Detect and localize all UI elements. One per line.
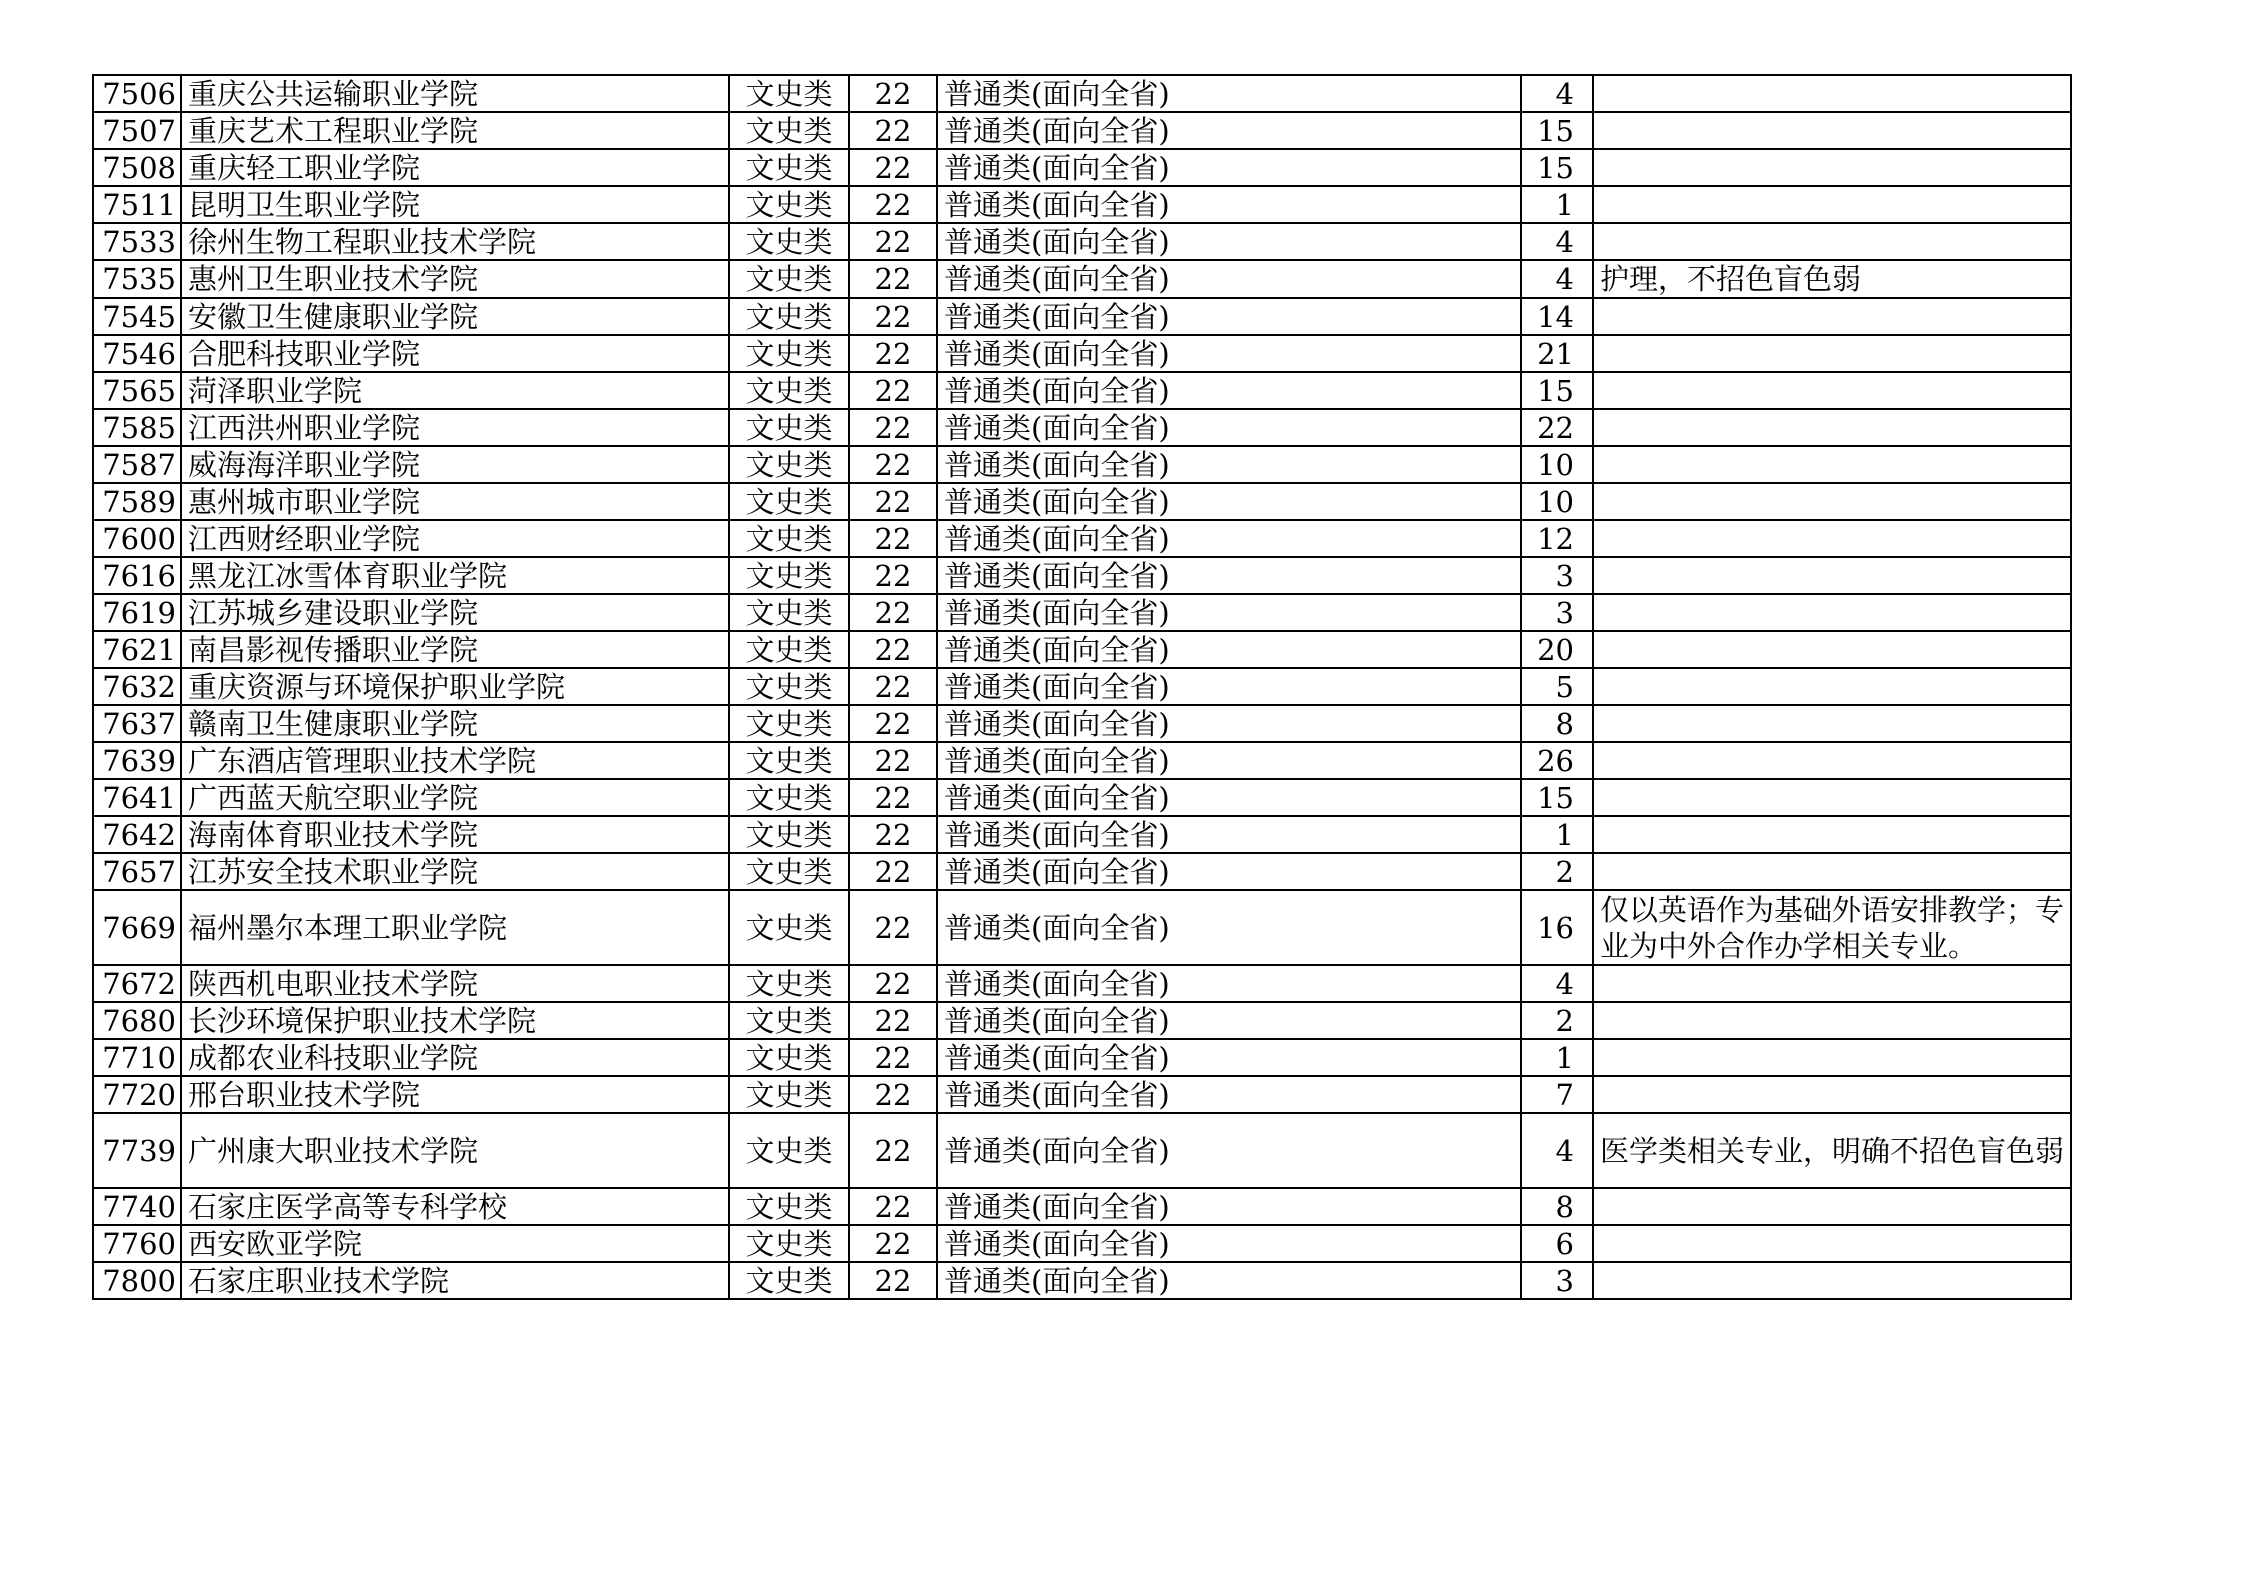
table-row (93, 1076, 2071, 1113)
school-name-cell: 江西财经职业学院 (181, 520, 729, 557)
school-code-cell: 7619 (93, 594, 181, 631)
subject-category-cell: 文史类 (729, 705, 849, 742)
table-row (93, 335, 2071, 372)
subject-category-cell: 文史类 (729, 1113, 849, 1188)
remarks-cell (1593, 409, 2071, 446)
plan-type-cell: 普通类(面向全省) (937, 965, 1521, 1002)
subject-category-cell: 文史类 (729, 668, 849, 705)
school-name-cell: 南昌影视传播职业学院 (181, 631, 729, 668)
table-row (93, 1262, 2071, 1299)
batch-code-cell: 22 (849, 112, 937, 149)
batch-code-cell: 22 (849, 260, 937, 298)
plan-count-cell: 15 (1521, 372, 1593, 409)
batch-code-cell: 22 (849, 965, 937, 1002)
remarks-cell (1593, 223, 2071, 260)
remarks-cell (1593, 1039, 2071, 1076)
plan-type-cell: 普通类(面向全省) (937, 890, 1521, 965)
school-name-cell: 黑龙江冰雪体育职业学院 (181, 557, 729, 594)
subject-category-cell: 文史类 (729, 409, 849, 446)
batch-code-cell: 22 (849, 1113, 937, 1188)
batch-code-cell: 22 (849, 890, 937, 965)
subject-category-cell: 文史类 (729, 1039, 849, 1076)
school-code-cell: 7506 (93, 75, 181, 112)
plan-count-cell: 2 (1521, 853, 1593, 890)
table-row (93, 1188, 2071, 1225)
batch-code-cell: 22 (849, 1262, 937, 1299)
table-row (93, 631, 2071, 668)
plan-count-cell: 14 (1521, 298, 1593, 335)
subject-category-cell: 文史类 (729, 149, 849, 186)
plan-type-cell: 普通类(面向全省) (937, 779, 1521, 816)
school-code-cell: 7637 (93, 705, 181, 742)
school-name-cell: 合肥科技职业学院 (181, 335, 729, 372)
subject-category-cell: 文史类 (729, 75, 849, 112)
table-row (93, 186, 2071, 223)
subject-category-cell: 文史类 (729, 594, 849, 631)
school-code-cell: 7680 (93, 1002, 181, 1039)
remarks-cell (1593, 853, 2071, 890)
school-code-cell: 7507 (93, 112, 181, 149)
batch-code-cell: 22 (849, 1076, 937, 1113)
school-name-cell: 昆明卫生职业学院 (181, 186, 729, 223)
school-code-cell: 7669 (93, 890, 181, 965)
plan-type-cell: 普通类(面向全省) (937, 298, 1521, 335)
plan-count-cell: 4 (1521, 75, 1593, 112)
table-row (93, 75, 2071, 112)
school-code-cell: 7600 (93, 520, 181, 557)
school-name-cell: 陕西机电职业技术学院 (181, 965, 729, 1002)
batch-code-cell: 22 (849, 186, 937, 223)
remarks-cell (1593, 149, 2071, 186)
subject-category-cell: 文史类 (729, 298, 849, 335)
school-name-cell: 赣南卫生健康职业学院 (181, 705, 729, 742)
subject-category-cell: 文史类 (729, 965, 849, 1002)
table-row (93, 298, 2071, 335)
school-name-cell: 江西洪州职业学院 (181, 409, 729, 446)
school-code-cell: 7760 (93, 1225, 181, 1262)
remarks-cell (1593, 1262, 2071, 1299)
school-name-cell: 长沙环境保护职业技术学院 (181, 1002, 729, 1039)
table-row (93, 1002, 2071, 1039)
batch-code-cell: 22 (849, 594, 937, 631)
plan-type-cell: 普通类(面向全省) (937, 112, 1521, 149)
school-code-cell: 7641 (93, 779, 181, 816)
remarks-cell (1593, 372, 2071, 409)
table-row (93, 149, 2071, 186)
batch-code-cell: 22 (849, 520, 937, 557)
table-row (93, 112, 2071, 149)
school-code-cell: 7657 (93, 853, 181, 890)
remarks-cell (1593, 483, 2071, 520)
batch-code-cell: 22 (849, 223, 937, 260)
subject-category-cell: 文史类 (729, 890, 849, 965)
plan-count-cell: 4 (1521, 260, 1593, 298)
school-name-cell: 邢台职业技术学院 (181, 1076, 729, 1113)
plan-count-cell: 1 (1521, 186, 1593, 223)
plan-type-cell: 普通类(面向全省) (937, 446, 1521, 483)
plan-count-cell: 3 (1521, 1262, 1593, 1299)
school-name-cell: 广西蓝天航空职业学院 (181, 779, 729, 816)
school-code-cell: 7565 (93, 372, 181, 409)
batch-code-cell: 22 (849, 816, 937, 853)
school-name-cell: 江苏城乡建设职业学院 (181, 594, 729, 631)
subject-category-cell: 文史类 (729, 779, 849, 816)
plan-type-cell: 普通类(面向全省) (937, 520, 1521, 557)
table-row (93, 1225, 2071, 1262)
school-code-cell: 7533 (93, 223, 181, 260)
remarks-cell (1593, 742, 2071, 779)
subject-category-cell: 文史类 (729, 260, 849, 298)
plan-count-cell: 4 (1521, 223, 1593, 260)
school-code-cell: 7740 (93, 1188, 181, 1225)
batch-code-cell: 22 (849, 75, 937, 112)
batch-code-cell: 22 (849, 742, 937, 779)
subject-category-cell: 文史类 (729, 483, 849, 520)
plan-type-cell: 普通类(面向全省) (937, 1188, 1521, 1225)
school-name-cell: 西安欧亚学院 (181, 1225, 729, 1262)
batch-code-cell: 22 (849, 668, 937, 705)
remarks-cell (1593, 779, 2071, 816)
table-row (93, 816, 2071, 853)
batch-code-cell: 22 (849, 1188, 937, 1225)
subject-category-cell: 文史类 (729, 742, 849, 779)
remarks-cell: 医学类相关专业，明确不招色盲色弱 (1593, 1113, 2071, 1188)
batch-code-cell: 22 (849, 631, 937, 668)
remarks-cell (1593, 1225, 2071, 1262)
plan-count-cell: 8 (1521, 705, 1593, 742)
plan-type-cell: 普通类(面向全省) (937, 1262, 1521, 1299)
subject-category-cell: 文史类 (729, 853, 849, 890)
school-name-cell: 海南体育职业技术学院 (181, 816, 729, 853)
subject-category-cell: 文史类 (729, 1002, 849, 1039)
plan-type-cell: 普通类(面向全省) (937, 260, 1521, 298)
school-name-cell: 福州墨尔本理工职业学院 (181, 890, 729, 965)
school-code-cell: 7800 (93, 1262, 181, 1299)
school-name-cell: 惠州卫生职业技术学院 (181, 260, 729, 298)
remarks-cell (1593, 594, 2071, 631)
school-name-cell: 广东酒店管理职业技术学院 (181, 742, 729, 779)
remarks-cell: 仅以英语作为基础外语安排教学；专业为中外合作办学相关专业。 (1593, 890, 2071, 965)
remarks-cell (1593, 557, 2071, 594)
school-code-cell: 7587 (93, 446, 181, 483)
remarks-cell (1593, 446, 2071, 483)
school-code-cell: 7535 (93, 260, 181, 298)
subject-category-cell: 文史类 (729, 1076, 849, 1113)
school-code-cell: 7720 (93, 1076, 181, 1113)
remarks-cell (1593, 965, 2071, 1002)
remarks-cell (1593, 1188, 2071, 1225)
remarks-cell (1593, 75, 2071, 112)
school-name-cell: 重庆轻工职业学院 (181, 149, 729, 186)
plan-count-cell: 6 (1521, 1225, 1593, 1262)
plan-count-cell: 10 (1521, 483, 1593, 520)
plan-type-cell: 普通类(面向全省) (937, 853, 1521, 890)
plan-type-cell: 普通类(面向全省) (937, 594, 1521, 631)
remarks-cell: 护理，不招色盲色弱 (1593, 260, 2071, 298)
plan-type-cell: 普通类(面向全省) (937, 1225, 1521, 1262)
school-name-cell: 石家庄职业技术学院 (181, 1262, 729, 1299)
table-row (93, 483, 2071, 520)
table-row (93, 742, 2071, 779)
plan-type-cell: 普通类(面向全省) (937, 1002, 1521, 1039)
subject-category-cell: 文史类 (729, 1225, 849, 1262)
subject-category-cell: 文史类 (729, 372, 849, 409)
school-name-cell: 安徽卫生健康职业学院 (181, 298, 729, 335)
remarks-cell (1593, 631, 2071, 668)
subject-category-cell: 文史类 (729, 223, 849, 260)
admissions-plan-table (92, 74, 2072, 1300)
school-name-cell: 威海海洋职业学院 (181, 446, 729, 483)
subject-category-cell: 文史类 (729, 631, 849, 668)
remarks-cell (1593, 668, 2071, 705)
school-name-cell: 重庆公共运输职业学院 (181, 75, 729, 112)
subject-category-cell: 文史类 (729, 446, 849, 483)
subject-category-cell: 文史类 (729, 186, 849, 223)
plan-count-cell: 15 (1521, 112, 1593, 149)
table-row (93, 594, 2071, 631)
batch-code-cell: 22 (849, 557, 937, 594)
table-row (93, 705, 2071, 742)
plan-count-cell: 3 (1521, 594, 1593, 631)
plan-count-cell: 15 (1521, 149, 1593, 186)
plan-count-cell: 10 (1521, 446, 1593, 483)
remarks-cell (1593, 816, 2071, 853)
plan-type-cell: 普通类(面向全省) (937, 668, 1521, 705)
remarks-cell (1593, 186, 2071, 223)
school-name-cell: 重庆艺术工程职业学院 (181, 112, 729, 149)
plan-type-cell: 普通类(面向全省) (937, 1076, 1521, 1113)
subject-category-cell: 文史类 (729, 112, 849, 149)
batch-code-cell: 22 (849, 1225, 937, 1262)
subject-category-cell: 文史类 (729, 1188, 849, 1225)
batch-code-cell: 22 (849, 446, 937, 483)
plan-type-cell: 普通类(面向全省) (937, 483, 1521, 520)
school-code-cell: 7585 (93, 409, 181, 446)
school-name-cell: 菏泽职业学院 (181, 372, 729, 409)
school-code-cell: 7672 (93, 965, 181, 1002)
remarks-cell (1593, 1076, 2071, 1113)
subject-category-cell: 文史类 (729, 1262, 849, 1299)
plan-count-cell: 4 (1521, 1113, 1593, 1188)
school-code-cell: 7710 (93, 1039, 181, 1076)
table-row (93, 260, 2071, 298)
table-row (93, 446, 2071, 483)
batch-code-cell: 22 (849, 335, 937, 372)
plan-type-cell: 普通类(面向全省) (937, 372, 1521, 409)
subject-category-cell: 文史类 (729, 557, 849, 594)
batch-code-cell: 22 (849, 853, 937, 890)
table-row (93, 1039, 2071, 1076)
plan-type-cell: 普通类(面向全省) (937, 75, 1521, 112)
plan-type-cell: 普通类(面向全省) (937, 742, 1521, 779)
school-code-cell: 7639 (93, 742, 181, 779)
plan-type-cell: 普通类(面向全省) (937, 409, 1521, 446)
school-name-cell: 徐州生物工程职业技术学院 (181, 223, 729, 260)
table-row (93, 1113, 2071, 1188)
plan-count-cell: 15 (1521, 779, 1593, 816)
plan-count-cell: 8 (1521, 1188, 1593, 1225)
batch-code-cell: 22 (849, 779, 937, 816)
plan-type-cell: 普通类(面向全省) (937, 186, 1521, 223)
plan-count-cell: 21 (1521, 335, 1593, 372)
plan-type-cell: 普通类(面向全省) (937, 335, 1521, 372)
batch-code-cell: 22 (849, 1002, 937, 1039)
table-row (93, 372, 2071, 409)
plan-count-cell: 16 (1521, 890, 1593, 965)
plan-type-cell: 普通类(面向全省) (937, 816, 1521, 853)
remarks-cell (1593, 520, 2071, 557)
remarks-cell (1593, 1002, 2071, 1039)
school-name-cell: 广州康大职业技术学院 (181, 1113, 729, 1188)
table-row (93, 223, 2071, 260)
school-name-cell: 成都农业科技职业学院 (181, 1039, 729, 1076)
table-row (93, 890, 2071, 965)
batch-code-cell: 22 (849, 372, 937, 409)
plan-type-cell: 普通类(面向全省) (937, 631, 1521, 668)
plan-count-cell: 5 (1521, 668, 1593, 705)
table-row (93, 557, 2071, 594)
plan-count-cell: 1 (1521, 816, 1593, 853)
batch-code-cell: 22 (849, 705, 937, 742)
school-code-cell: 7508 (93, 149, 181, 186)
plan-type-cell: 普通类(面向全省) (937, 149, 1521, 186)
plan-type-cell: 普通类(面向全省) (937, 557, 1521, 594)
school-code-cell: 7546 (93, 335, 181, 372)
subject-category-cell: 文史类 (729, 335, 849, 372)
plan-count-cell: 4 (1521, 965, 1593, 1002)
plan-type-cell: 普通类(面向全省) (937, 223, 1521, 260)
batch-code-cell: 22 (849, 149, 937, 186)
school-code-cell: 7589 (93, 483, 181, 520)
table-row (93, 409, 2071, 446)
plan-type-cell: 普通类(面向全省) (937, 1039, 1521, 1076)
school-code-cell: 7739 (93, 1113, 181, 1188)
batch-code-cell: 22 (849, 483, 937, 520)
remarks-cell (1593, 705, 2071, 742)
plan-type-cell: 普通类(面向全省) (937, 705, 1521, 742)
plan-count-cell: 1 (1521, 1039, 1593, 1076)
plan-count-cell: 26 (1521, 742, 1593, 779)
school-name-cell: 江苏安全技术职业学院 (181, 853, 729, 890)
table-row (93, 779, 2071, 816)
remarks-cell (1593, 298, 2071, 335)
plan-count-cell: 20 (1521, 631, 1593, 668)
table-row (93, 965, 2071, 1002)
batch-code-cell: 22 (849, 1039, 937, 1076)
school-code-cell: 7616 (93, 557, 181, 594)
school-code-cell: 7511 (93, 186, 181, 223)
table-row (93, 668, 2071, 705)
subject-category-cell: 文史类 (729, 520, 849, 557)
batch-code-cell: 22 (849, 409, 937, 446)
plan-count-cell: 3 (1521, 557, 1593, 594)
plan-count-cell: 7 (1521, 1076, 1593, 1113)
table-body (93, 75, 2071, 1299)
table-row (93, 853, 2071, 890)
batch-code-cell: 22 (849, 298, 937, 335)
school-name-cell: 石家庄医学高等专科学校 (181, 1188, 729, 1225)
plan-count-cell: 2 (1521, 1002, 1593, 1039)
plan-count-cell: 12 (1521, 520, 1593, 557)
school-code-cell: 7642 (93, 816, 181, 853)
school-code-cell: 7621 (93, 631, 181, 668)
remarks-cell (1593, 335, 2071, 372)
school-code-cell: 7632 (93, 668, 181, 705)
school-name-cell: 重庆资源与环境保护职业学院 (181, 668, 729, 705)
school-name-cell: 惠州城市职业学院 (181, 483, 729, 520)
school-code-cell: 7545 (93, 298, 181, 335)
plan-count-cell: 22 (1521, 409, 1593, 446)
table-row (93, 520, 2071, 557)
remarks-cell (1593, 112, 2071, 149)
plan-type-cell: 普通类(面向全省) (937, 1113, 1521, 1188)
subject-category-cell: 文史类 (729, 816, 849, 853)
